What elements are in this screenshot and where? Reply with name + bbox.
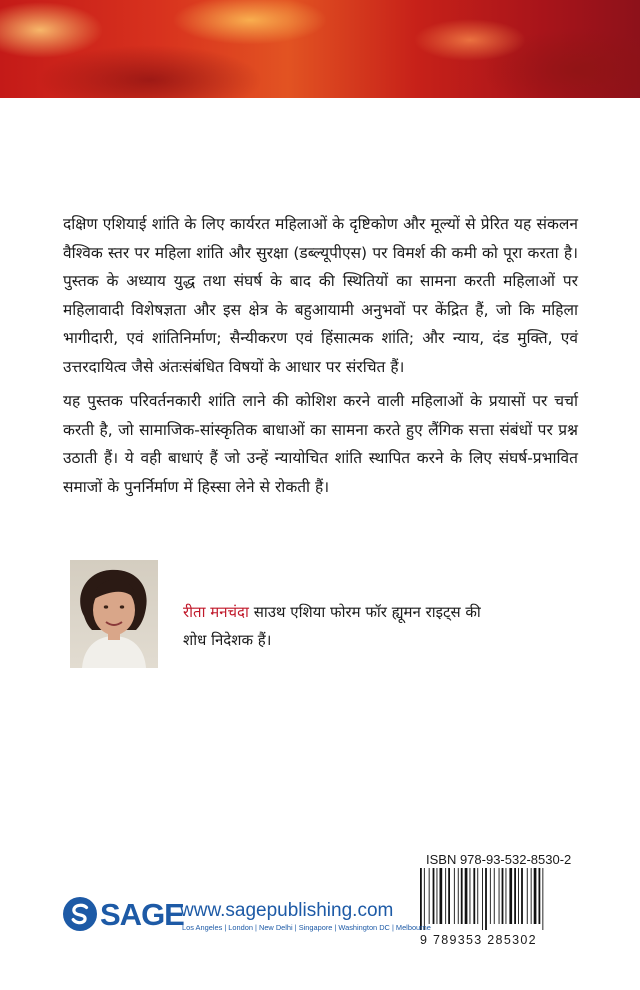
cover-art-banner: [0, 0, 640, 98]
author-portrait-icon: [70, 560, 158, 668]
description-paragraph-2: यह पुस्तक परिवर्तनकारी शांति लाने की कोशिश करने वाली महिलाओं के प्रयासों पर चर्चा करती है, जो सामाजिक-सांस्कृतिक बाधाओं का सामना करते हुए लैंगिक सत्ता संबंधों पर प्रश्न उठाती हैं। ये वही बाधाएं हैं जो उन्हें न्यायोचित शांति स्थापित करने के लिए संघर्ष-प्रभावित समाजों के पुनर्निर्माण में हिस्सा लेने से रोकती हैं।: [63, 392, 578, 496]
author-photo: [70, 560, 158, 668]
barcode-digits: 9 789353 285302: [420, 933, 537, 947]
description-paragraph-1: दक्षिण एशियाई शांति के लिए कार्यरत महिलाओं के दृष्टिकोण और मूल्यों से प्रेरित यह संकलन वैश्विक स्तर पर महिला शांति और सुरक्षा (डब्ल्यूपीएस) पर विमर्श की कमी को पूरा करता है। पुस्तक के अध्याय युद्ध तथा संघर्ष के बाद की स्थितियों का सामना करती महिलाओं पर महिलावादी विशेषज्ञता और इस क्षेत्र के बहुआयामी अनुभवों पर केंद्रित हैं, जो कि महिला भागीदारी, एवं शांतिनिर्माण; सैन्यीकरण एवं हिंसात्मक शांति; और न्याय, दंड मुक्ति, एवं उत्तरदायित्व जैसे अंतःसंबंधित विषयों के आधार पर संरचित हैं।: [63, 215, 578, 376]
publisher-cities: Los Angeles | London | New Delhi | Singapore | Washington DC | Melbourne: [182, 923, 431, 932]
author-bio-text: साउथ एशिया फोरम फॉर ह्यूमन राइट्स की शोध निदेशक हैं।: [183, 603, 481, 649]
isbn-label: ISBN 978-93-532-8530-2: [426, 852, 572, 867]
publisher-url[interactable]: www.sagepublishing.com: [180, 900, 394, 921]
author-name: रीता मनचंदा: [183, 603, 249, 621]
author-bio: [183, 598, 483, 654]
publisher-name: SAGE: [100, 897, 184, 932]
isbn-barcode: [418, 868, 578, 930]
sage-logo-icon: [62, 896, 98, 932]
